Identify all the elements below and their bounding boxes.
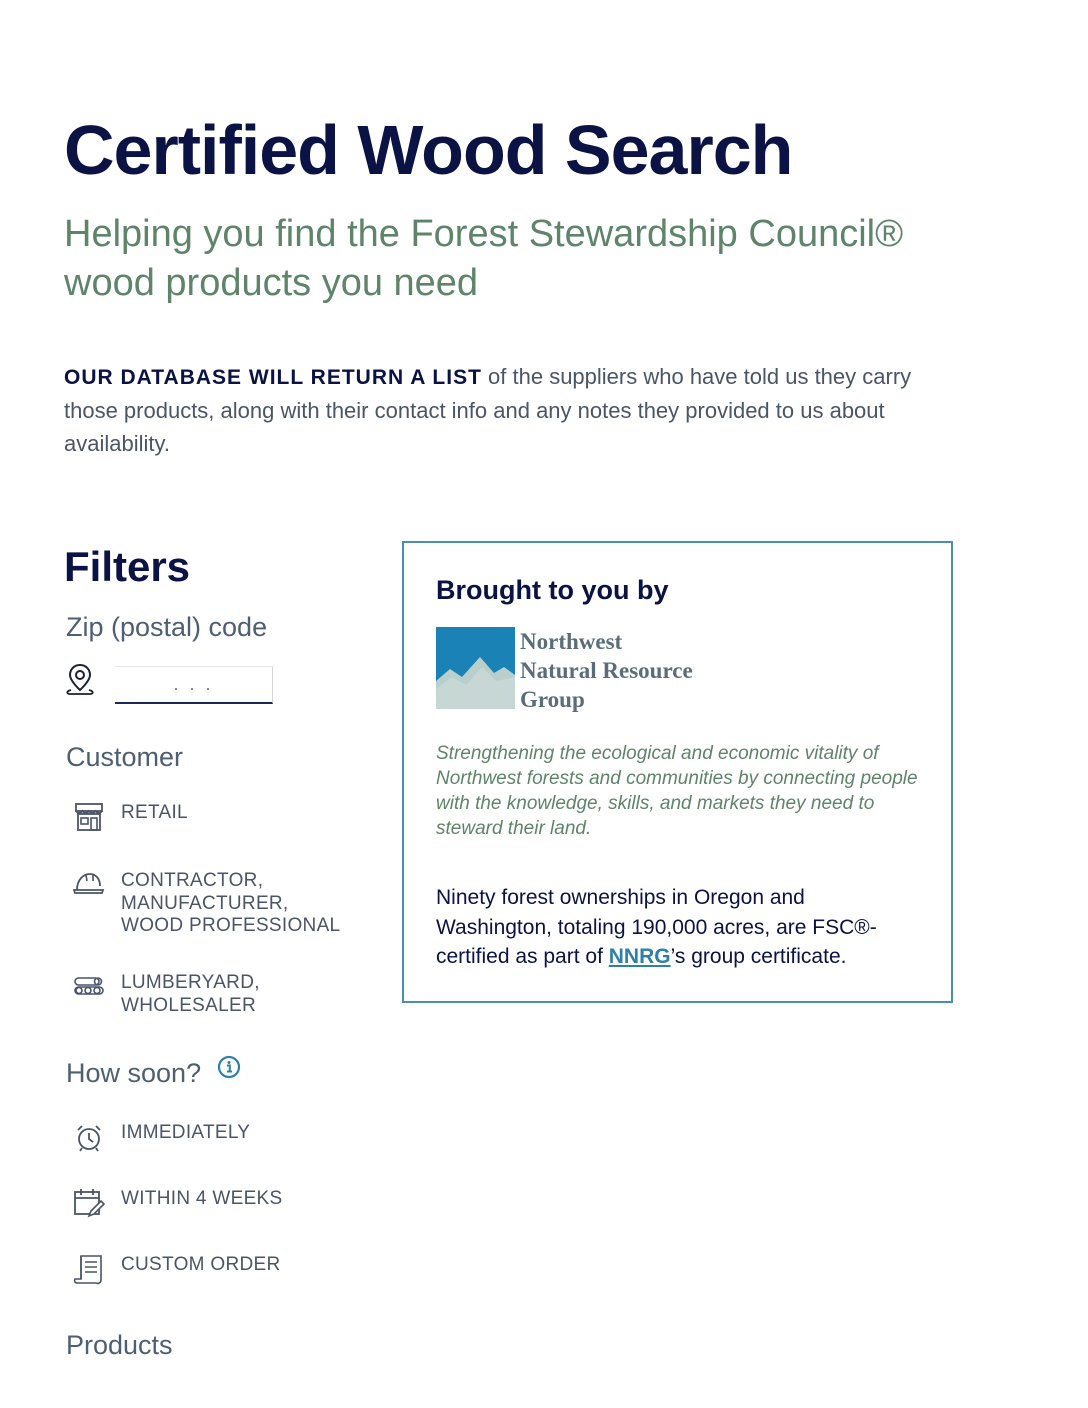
customer-option-label: RETAIL <box>121 802 188 823</box>
info-icon[interactable] <box>217 1055 241 1079</box>
how-soon-option-label: IMMEDIATELY <box>121 1122 251 1143</box>
how-soon-option-label: WITHIN 4 WEEKS <box>121 1188 283 1209</box>
products-label-partial: Products <box>66 1330 173 1360</box>
nnrg-link[interactable]: NNRG <box>608 945 671 968</box>
customer-option-lumberyard[interactable] <box>72 970 321 1017</box>
hard-hat-icon <box>72 868 106 902</box>
sponsor-title: Brought to you by <box>436 575 669 605</box>
calendar-edit-icon <box>72 1186 106 1220</box>
nnrg-logo[interactable] <box>436 627 716 713</box>
sponsor-card <box>402 541 953 1003</box>
intro-paragraph <box>64 360 964 460</box>
sponsor-tagline: Strengthening the ecological and economic vitality of Northwest forests and communities by connecting people with the knowledge, skills, and markets they need to steward their land. <box>436 743 918 839</box>
receipt-order-icon <box>72 1252 106 1286</box>
svg-text:Natural Resource: Natural Resource <box>520 658 693 683</box>
how-soon-option-4-weeks[interactable] <box>72 1186 283 1220</box>
intro-text: of the suppliers who have told us they carry those products, along with their contact info and any notes they provided to us about availability. <box>64 364 912 456</box>
map-pin-icon <box>64 662 96 696</box>
page-title: Certified Wood Search <box>64 111 793 189</box>
svg-text:Northwest: Northwest <box>520 629 623 654</box>
customer-option-retail[interactable] <box>72 800 188 834</box>
customer-option-label: CONTRACTOR, MANUFACTURER, WOOD PROFESSIONAL <box>121 870 341 936</box>
zip-label: Zip (postal) code <box>66 612 268 642</box>
sponsor-body-text: Ninety forest ownerships in Oregon and Washington, totaling 190,000 acres, are FSC®-certified as part of <box>436 886 877 968</box>
customer-label: Customer <box>66 742 184 772</box>
page-subtitle: Helping you find the Forest Stewardship Council® wood products you need <box>64 213 904 304</box>
how-soon-option-immediately[interactable] <box>72 1120 250 1154</box>
how-soon-label: How soon? <box>66 1058 202 1088</box>
filters-heading: Filters <box>64 543 191 590</box>
how-soon-option-custom[interactable] <box>72 1252 280 1286</box>
how-soon-option-label: CUSTOM ORDER <box>121 1254 281 1275</box>
alarm-clock-icon <box>72 1120 106 1154</box>
customer-option-label: LUMBERYARD, WHOLESALER <box>121 972 260 1016</box>
intro-lead: OUR DATABASE WILL RETURN A LIST <box>64 366 482 389</box>
zip-input[interactable] <box>115 666 273 704</box>
sponsor-body-text-end: ’s group certificate. <box>670 945 847 968</box>
storefront-icon <box>72 800 106 834</box>
customer-option-contractor[interactable] <box>72 868 341 938</box>
sponsor-body <box>436 883 926 972</box>
svg-text:Group: Group <box>520 687 585 712</box>
log-pile-icon <box>72 970 106 1004</box>
